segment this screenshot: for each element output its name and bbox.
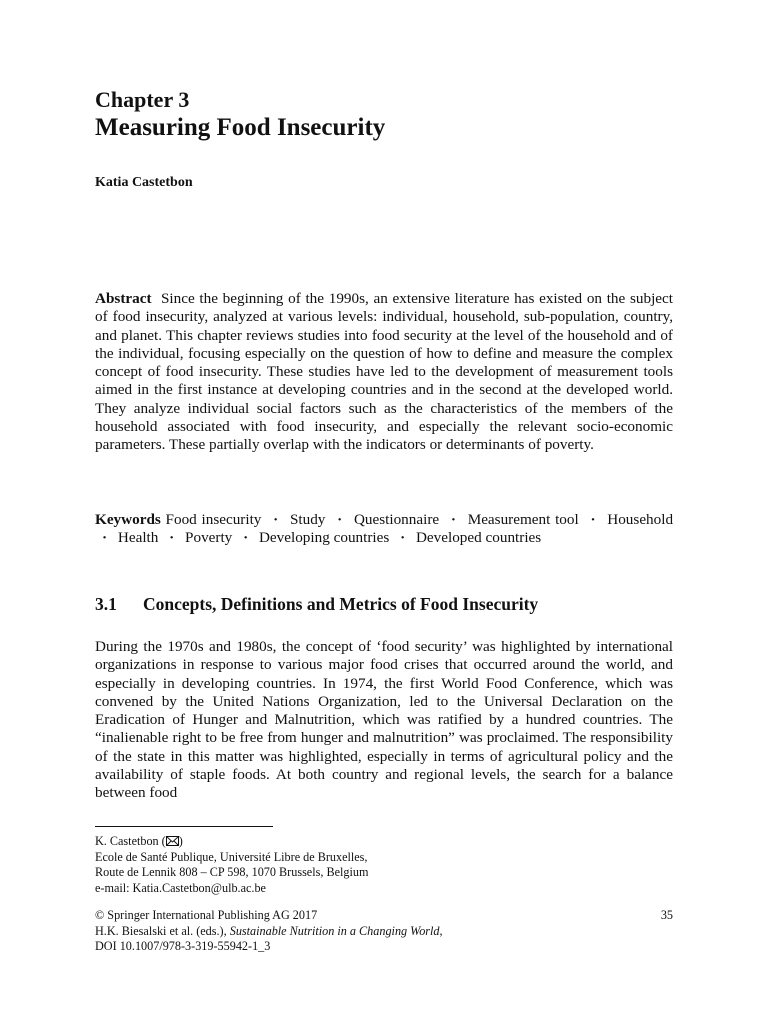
keyword-separator: · xyxy=(590,511,596,528)
footnote-author-line xyxy=(95,834,368,850)
footnote-affiliation: Ecole de Santé Publique, Université Libre de Bruxelles, xyxy=(95,849,368,864)
keyword: Household xyxy=(607,511,674,528)
keyword-separator: · xyxy=(273,511,279,528)
copyright-line xyxy=(95,908,673,924)
abstract-text: Since the beginning of the 1990s, an extensive literature has existed on the subject of food insecurity, analyzed at various levels: individual, household, sub-population, country, and planet. This chapter reviews studies into food security at the level of the household and of the individual, focusing especially on the question of how to define and measure the complex concept of food insecurity. These studies have led to the development of measurement tools aimed in the first instance at developing countries and in the second at the developed world. They analyze individual social factors such as the characteristics of the members of the household associated with food insecurity, and especially the relevant socio-economic parameters. These partially overlap with the indicators or determinants of poverty. xyxy=(95,290,673,454)
keywords-list xyxy=(95,511,673,546)
doi: DOI 10.1007/978-3-319-55942-1_3 xyxy=(95,939,271,953)
footnote-email: e-mail: Katia.Castetbon@ulb.ac.be xyxy=(95,880,266,895)
keyword: Health xyxy=(117,529,159,547)
keyword-separator: · xyxy=(450,511,456,528)
keyword: Measurement tool xyxy=(467,511,579,528)
footnote-divider xyxy=(95,826,273,827)
keyword: Food insecurity xyxy=(165,511,262,528)
keyword: Questionnaire xyxy=(353,511,440,528)
keyword: Poverty xyxy=(185,529,233,547)
editors: H.K. Biesalski et al. (eds.), xyxy=(95,923,227,938)
footnote xyxy=(95,834,368,896)
page-number: 35 xyxy=(660,908,673,922)
keyword: Study xyxy=(289,511,326,528)
abstract-label: Abstract xyxy=(95,290,152,307)
book-title-suffix: , xyxy=(439,923,443,938)
footnote-address: Route de Lennik 808 – CP 598, 1070 Brussels, Belgium xyxy=(95,865,369,879)
book-title: Sustainable Nutrition in a Changing World xyxy=(229,923,440,938)
section-number: 3.1 xyxy=(95,594,117,614)
body-paragraph: During the 1970s and 1980s, the concept of ‘food security’ was highlighted by international organizations in response to various major food crises that occurred around the world, and especially in developing countries. In 1974, the first World Food Conference, which was convened by the United Nations Organization, led to the Universal Declaration on the Eradication of Hunger and Malnutrition, which was ratified by a hundred countries. The “inalienable right to be free from hunger and malnutrition” was proclaimed. The responsibility of the state in this matter was highlighted, especially in terms of agricultural policy and the availability of staple foods. At both country and regional levels, the search for a balance between food xyxy=(95,638,673,802)
keyword-separator: · xyxy=(243,529,249,547)
chapter-label: Chapter 3 xyxy=(95,87,190,112)
footnote-author: K. Castetbon ( xyxy=(95,834,166,848)
section-title: Concepts, Definitions and Metrics of Food Insecurity xyxy=(143,594,539,614)
citation-line xyxy=(95,924,673,940)
keywords xyxy=(95,511,673,548)
author-name: Katia Castetbon xyxy=(95,175,193,190)
imprint xyxy=(95,908,673,955)
keyword: Developing countries xyxy=(258,529,390,547)
keyword-separator: · xyxy=(169,529,175,547)
section-heading xyxy=(95,594,538,615)
envelope-icon xyxy=(166,836,179,846)
keyword-separator: · xyxy=(102,529,108,547)
chapter-title: Measuring Food Insecurity xyxy=(95,114,386,141)
abstract xyxy=(95,290,673,455)
keyword-separator: · xyxy=(400,529,406,547)
keyword: Developed countries xyxy=(415,529,542,547)
keyword-separator: · xyxy=(337,511,343,528)
footnote-author-close: ) xyxy=(178,834,183,848)
copyright: © Springer International Publishing AG 2017 xyxy=(95,908,318,922)
keywords-label: Keywords xyxy=(95,511,161,528)
